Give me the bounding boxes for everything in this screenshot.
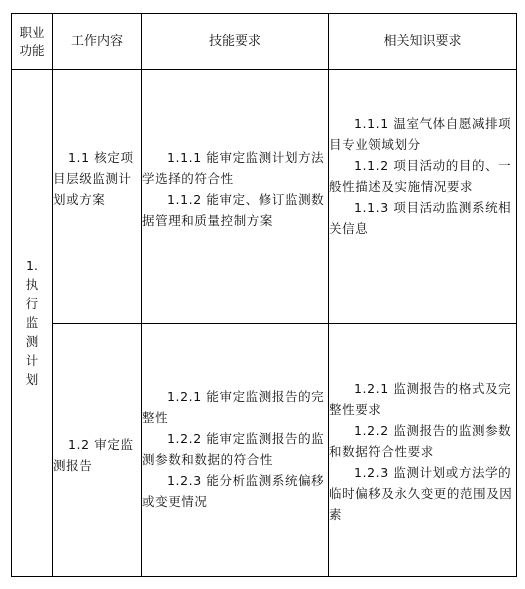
header-related-knowledge: 相关知识要求 (329, 14, 517, 70)
work-content-text: 1.2 审定监测报告 (53, 437, 134, 473)
knowledge-cell (329, 70, 517, 324)
function-cell (12, 70, 53, 577)
header-function-line1: 职业 (19, 24, 45, 40)
header-skill-requirements: 技能要求 (142, 14, 329, 70)
skill-item: 1.1.1 能审定监测计划方法学选择的符合性 (142, 150, 325, 186)
work-content-text: 1.1 核定项目层级监测计划或方案 (53, 150, 134, 207)
table-row (12, 70, 517, 324)
function-label: 1.执行监测计划 (25, 258, 39, 387)
knowledge-item: 1.1.3 项目活动监测系统相关信息 (329, 200, 512, 236)
header-function-line2: 功能 (19, 42, 45, 58)
table-row (12, 324, 517, 577)
header-occupational-function (12, 14, 53, 70)
skill-item: 1.1.2 能审定、修订监测数据管理和质量控制方案 (142, 192, 325, 228)
knowledge-cell (329, 324, 517, 577)
table-header-row (12, 14, 517, 70)
skill-item: 1.2.2 能审定监测报告的监测参数和数据的符合性 (142, 431, 325, 467)
work-content-cell (53, 70, 142, 324)
skill-item: 1.2.3 能分析监测系统偏移或变更情况 (142, 473, 325, 509)
knowledge-item: 1.2.1 监测报告的格式及完整性要求 (329, 381, 512, 417)
skill-standard-table (11, 13, 517, 577)
knowledge-item: 1.2.3 监测计划或方法学的临时偏移及永久变更的范围及因素 (329, 465, 513, 522)
knowledge-item: 1.2.2 监测报告的监测参数和数据符合性要求 (329, 423, 512, 459)
header-work-content: 工作内容 (53, 14, 142, 70)
work-content-cell (53, 324, 142, 577)
knowledge-item: 1.1.1 温室气体自愿减排项目专业领域划分 (329, 116, 512, 152)
knowledge-item: 1.1.2 项目活动的目的、一般性描述及实施情况要求 (329, 158, 512, 194)
skill-item: 1.2.1 能审定监测报告的完整性 (142, 389, 325, 425)
skill-cell (142, 70, 329, 324)
skill-cell (142, 324, 329, 577)
